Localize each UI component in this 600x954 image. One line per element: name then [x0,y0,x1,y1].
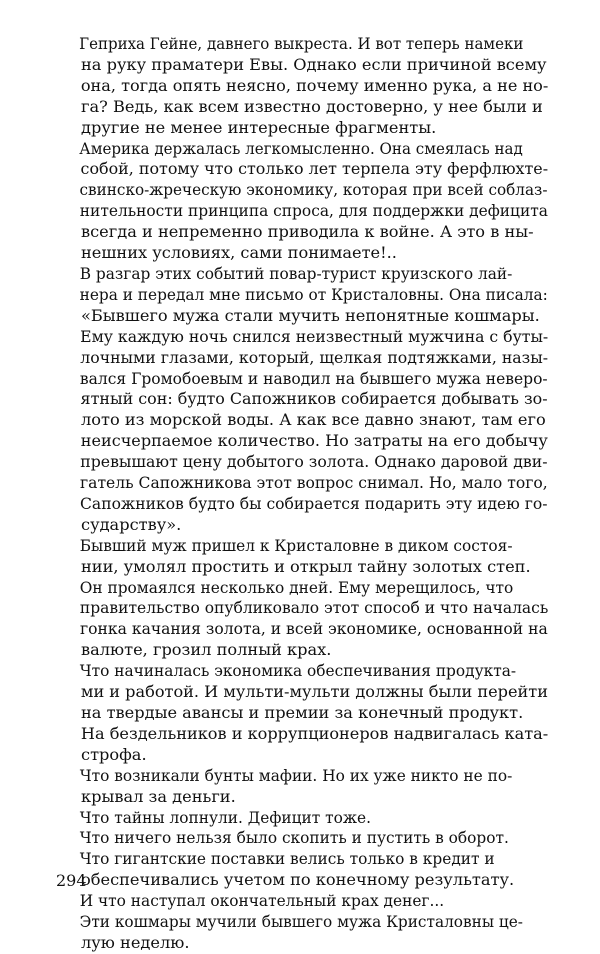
paragraph [56,766,548,808]
paragraph [56,264,548,536]
text-line: другие не менее интересные фрагменты. [81,117,437,137]
text-line: на руку праматери Евы. Однако если причиной всему [81,54,547,74]
text-line: строфа. [81,744,147,764]
page-number: 294 [56,871,87,890]
paragraph [56,34,548,139]
text-line: гатель Сапожникова этот вопрос снимал. Но, мало того, [80,473,548,493]
text-line: лую неделю. [81,932,190,952]
text-line: И что наступал окончательный крах денег... [79,891,445,911]
text-line: превышают цену добытого золота. Однако даровой дви- [80,452,548,472]
text-line: собой, потому что столько лет терпела эту ферфлюхте- [80,159,549,179]
text-line: нешних условиях, сами понимаете!.. [81,243,397,263]
text-line: Что тайны лопнули. Дефицит тоже. [79,807,372,827]
paragraph [56,912,548,954]
paragraph [56,808,548,829]
text-line: Что ничего нельзя было скопить и пустить в оборот. [79,828,509,848]
text-line: ятный сон: будто Сапожников собирается добывать зо- [80,389,548,409]
text-line: обеспечивались учетом по конечному результату. [81,870,515,890]
text-line: лочными глазами, который, щелкая подтяжками, назы- [80,347,549,367]
text-line: Ему каждую ночь снился неизвестный мужчина с буты- [80,326,549,346]
body-text [56,34,548,954]
text-line: В разгар этих событий повар-турист круизского лай- [79,263,513,283]
text-line: Что гигантские поставки велись только в кредит и [79,849,495,869]
text-line: Америка держалась легкомысленно. Она смеялась над [79,138,523,158]
paragraph [56,536,548,578]
paragraph [56,661,548,766]
text-line: правительство опубликовало этот способ и что началась [79,598,549,618]
paragraph [56,828,548,849]
paragraph [56,891,548,912]
text-line: свинско-жреческую экономику, которая при всей соблаз- [79,180,548,200]
text-line: Что возникали бунты мафии. Но их уже никто не по- [79,765,513,785]
text-line: вался Громобоевым и наводил на бывшего мужа неверо- [79,368,548,388]
text-line: валюте, грозил полный крах. [81,640,332,660]
text-line: «Бывшего мужа стали мучить непонятные кошмары. [81,305,540,325]
text-line: Эти кошмары мучили бывшего мужа Кристаловны це- [79,912,523,932]
text-line: она, тогда опять неясно, почему именно рука, а не но- [80,75,549,95]
text-line: крывал за деньги. [81,786,236,806]
text-line: сударству». [81,514,182,534]
text-line: Бывший муж пришел к Кристаловне в диком состоя- [79,535,513,555]
text-line: нера и передал мне письмо от Кристаловны. Она писала: [79,284,548,304]
paragraph [56,849,548,891]
text-line: На бездельников и коррупционеров надвигалась ката- [80,723,549,743]
text-line: Что начиналась экономика обеспечивания продукта- [79,661,517,681]
text-line: нительности принципа спроса, для поддержки дефицита [79,201,548,221]
text-line: всегда и непременно приводила к войне. А это в ны- [81,222,534,242]
text-line: нии, умолял простить и открыл тайну золотых степ. [81,556,531,576]
text-line: Он промаялся несколько дней. Ему мерещилось, что [79,577,514,597]
text-line: лото из морской воды. А как все давно знают, там его [81,410,546,430]
text-line: Сапожников будто бы собирается подарить эту идею го- [80,493,548,513]
text-line: неисчерпаемое количество. Но затраты на его добычу [80,431,548,451]
text-line: ми и работой. И мульти-мульти должны были перейти [80,682,548,702]
paragraph [56,139,548,264]
text-line: га? Ведь, как всем известно достоверно, у нее были и [81,96,543,116]
paragraph [56,578,548,662]
text-line: гонка качания золота, и всей экономике, основанной на [80,619,548,639]
text-line: на твердые авансы и премии за конечный продукт. [81,703,524,722]
text-line: Геприха Гейне, давнего выкреста. И вот теперь намеки [79,34,524,53]
